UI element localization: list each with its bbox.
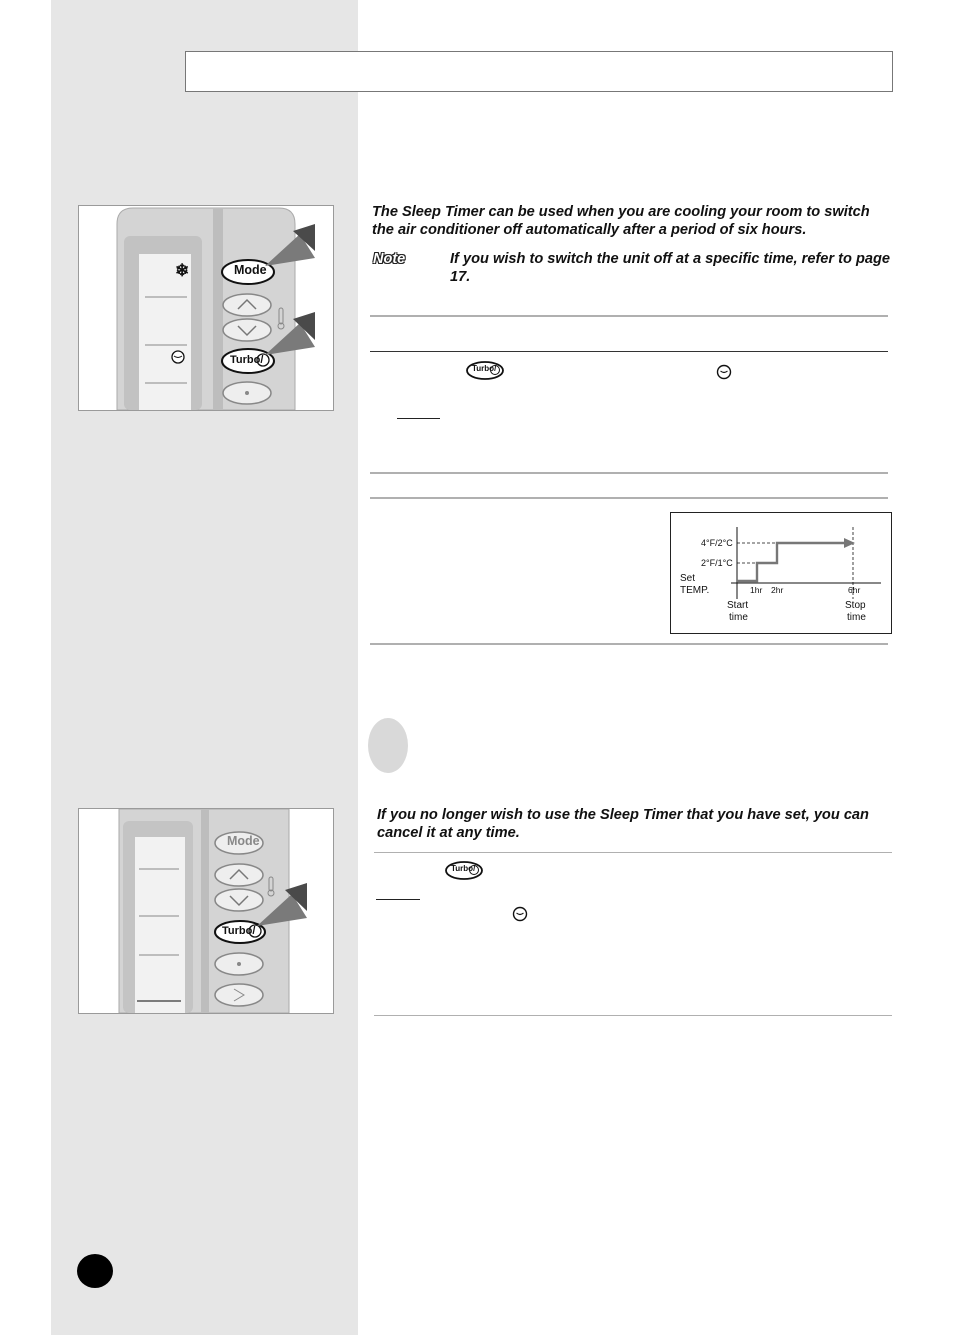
remote-mode-button: Mode — [234, 263, 267, 277]
graph-stop-time-label: time — [847, 612, 866, 623]
section-divider — [370, 643, 888, 645]
graph-tick-1hr: 1hr — [750, 585, 763, 595]
graph-tick-2hr: 2hr — [771, 585, 784, 595]
note-text: If you wish to switch the unit off at a specific time, refer to page 17. — [450, 251, 891, 285]
note-label: Note — [373, 251, 406, 267]
turbo-label: Turbo/ — [472, 364, 497, 373]
sleep-face-icon — [716, 364, 732, 385]
remote-turbo-button: Turbo/ — [230, 354, 264, 366]
graph-tick-6hr: 6hr — [848, 585, 861, 595]
graph-stop-label: Stop — [845, 600, 866, 611]
graph-temp-label: TEMP. — [680, 585, 710, 596]
graph-label-2f: 2°F/1°C — [701, 558, 733, 568]
graph-start-time-label: time — [729, 612, 748, 623]
remote-illustration-mode-turbo — [78, 205, 334, 411]
graph-start-label: Start — [727, 600, 749, 611]
section-divider — [374, 852, 892, 853]
graph-set-label: Set — [680, 573, 696, 584]
snowflake-icon: ❄ — [175, 261, 190, 280]
cancel-intro: If you no longer wish to use the Sleep Timer that you have set, you can cancel it at any time. — [377, 807, 869, 841]
page-title-box — [185, 51, 893, 92]
turbo-label: Turbo/ — [451, 864, 476, 873]
turbo-sleep-button-icon — [466, 361, 504, 385]
result-underline — [376, 899, 420, 900]
graph-label-4f: 4°F/2°C — [701, 538, 733, 548]
remote-turbo-button: Turbo/ — [222, 925, 256, 937]
section-marker-circle — [368, 718, 408, 773]
section-divider — [370, 315, 888, 317]
remote-mode-button: Mode — [227, 834, 260, 848]
result-underline — [397, 418, 440, 419]
section-divider — [370, 497, 888, 499]
page-number-marker — [77, 1254, 113, 1288]
section-divider — [374, 1015, 892, 1016]
sidebar-background — [51, 0, 358, 1335]
sleep-face-icon — [512, 906, 528, 927]
section-divider — [370, 472, 888, 474]
sleep-timer-intro: The Sleep Timer can be used when you are cooling your room to switch the air conditioner off automatically after a period of six hours. — [372, 204, 870, 238]
turbo-sleep-button-icon — [445, 861, 483, 885]
remote-illustration-turbo — [78, 808, 334, 1014]
sleep-temperature-graph — [670, 512, 892, 634]
section-divider — [370, 351, 888, 352]
